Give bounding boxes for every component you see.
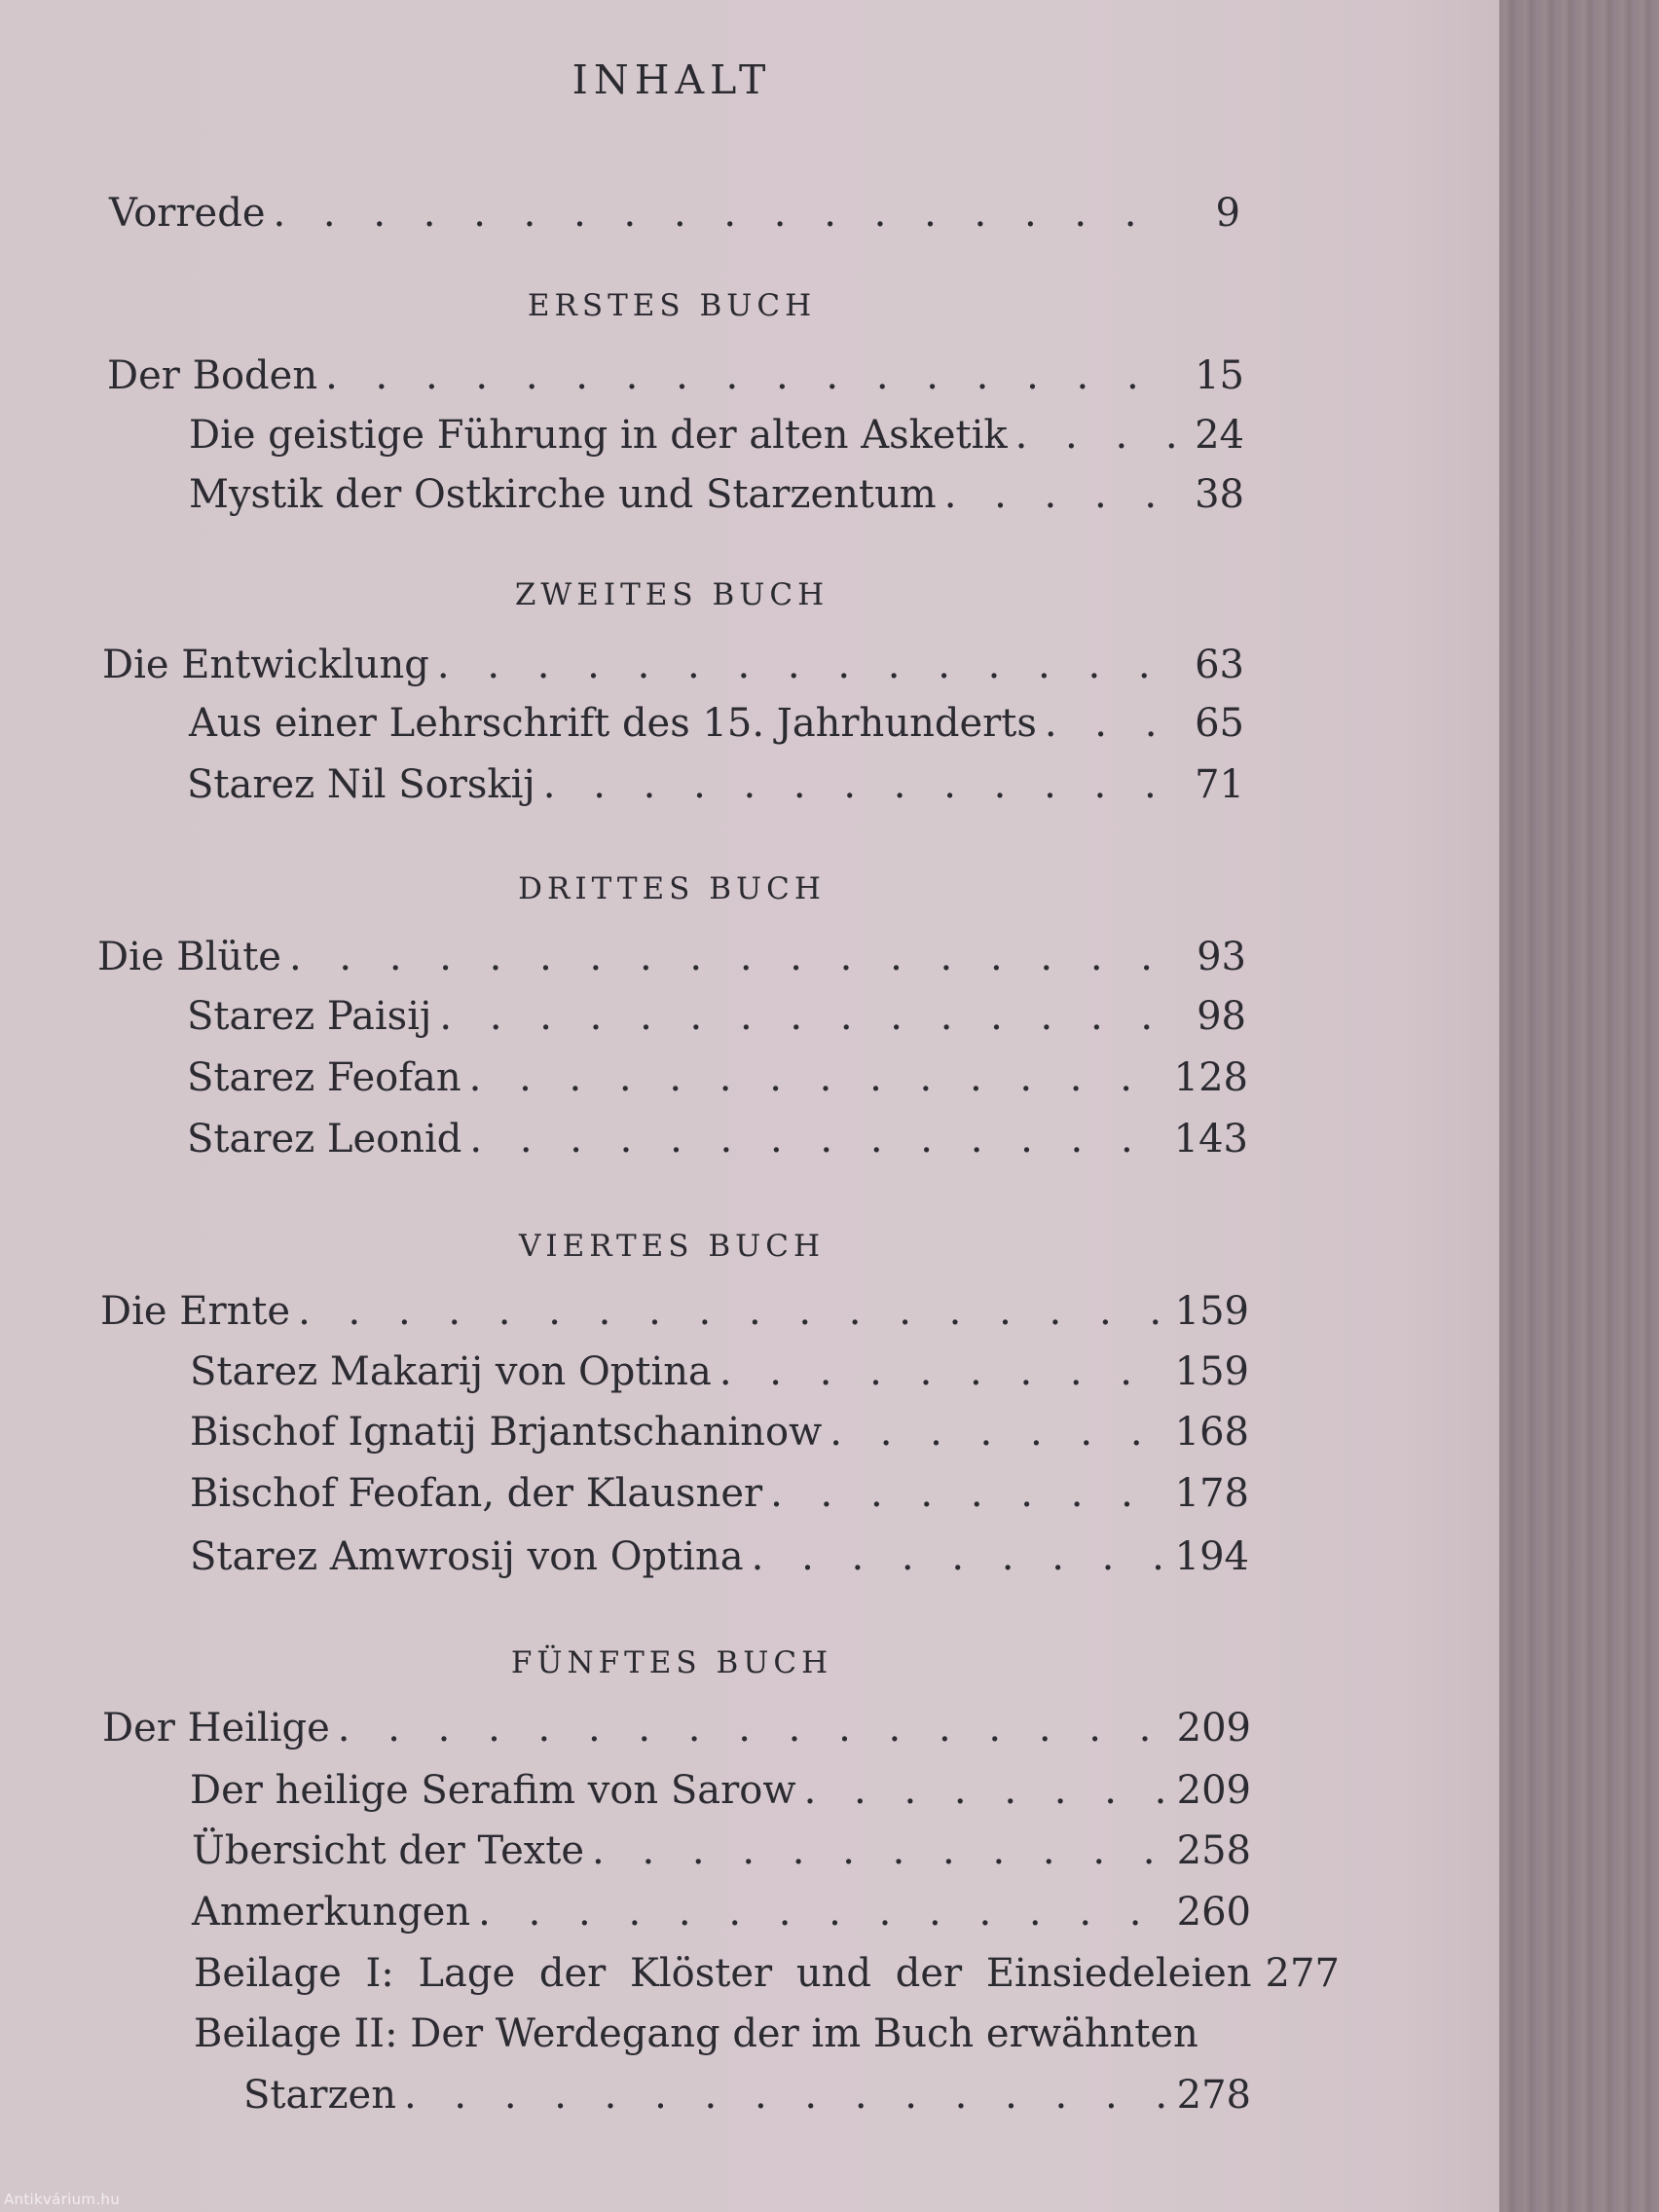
leader-dots [543,760,1180,809]
toc-entry [192,1826,1251,1875]
toc-entry-page: 9 [1215,191,1240,236]
leader-dots [719,1347,1169,1396]
toc-entry-page: 209 [1176,1706,1251,1751]
toc-entry-page: 260 [1176,1890,1251,1935]
toc-entry-label: Starez Nil Sorskij [187,762,535,807]
book-heading-5: FÜNFTES BUCH [510,1645,833,1680]
leader-dots [592,1826,1171,1875]
toc-entry-page: 209 [1176,1768,1251,1813]
toc-entry-page: 65 [1195,701,1244,746]
toc-entry [189,470,1244,519]
leader-dots [804,1766,1171,1815]
toc-entry-page: 143 [1173,1117,1248,1161]
toc-entry [187,992,1246,1041]
toc-entry-label: Der Boden [107,353,318,398]
toc-entry-page: 194 [1174,1534,1249,1579]
toc-entry-label: Die Entwicklung [102,643,429,687]
toc-entry-page: 159 [1174,1289,1249,1334]
toc-entry-page: 15 [1195,353,1244,398]
toc-entry-label: Anmerkungen [192,1890,471,1935]
toc-entry-page: 71 [1195,762,1244,807]
toc-entry-label: Aus einer Lehrschrift des 15. Jahrhunderts [189,701,1037,746]
toc-entry [190,1347,1249,1396]
toc-entry-label: Mystik der Ostkirche und Starzentum [189,472,937,517]
toc-entry-label: Starzen [243,2073,396,2118]
toc-entry-label: Übersicht der Texte [192,1828,585,1873]
toc-entry-label: Die Blüte [97,935,281,979]
toc-entry-preface [109,189,1240,238]
book-heading-3: DRITTES BUCH [518,871,826,906]
background-surface [1499,0,1659,2212]
toc-entry [102,641,1244,689]
toc-entry-label: Die Ernte [100,1289,291,1334]
toc-entry [100,1287,1249,1336]
leader-dots [1045,699,1180,748]
toc-entry-page: 159 [1174,1349,1249,1394]
toc-entry [190,1766,1251,1815]
toc-entry-page: 98 [1197,994,1246,1039]
toc-entry [187,1053,1248,1102]
leader-dots [770,1469,1169,1518]
leader-dots [1015,411,1180,460]
leader-dots [274,189,1177,238]
book-heading-2: ZWEITES BUCH [514,577,830,612]
toc-entry [243,2071,1251,2120]
toc-entry [187,1115,1248,1163]
leader-dots [439,992,1182,1041]
toc-entry [187,760,1244,809]
toc-entry [190,1532,1249,1581]
toc-entry [194,2009,1251,2058]
leader-dots [404,2071,1171,2120]
toc-entry-label: Starez Amwrosij von Optina [190,1534,744,1579]
toc-entry [192,1888,1251,1936]
watermark: Antikvárium.hu [4,2191,121,2208]
toc-entry [194,1949,1340,1998]
toc-entry-page: 277 [1265,1951,1340,1996]
toc-entry-label: Starez Makarij von Optina [190,1349,712,1394]
book-heading-1: ERSTES BUCH [527,288,817,323]
leader-dots [298,1287,1169,1336]
toc-entry-page: 24 [1195,413,1244,458]
toc-entry [190,1469,1249,1518]
toc-entry-page: 63 [1195,643,1244,687]
toc-entry [102,1704,1251,1752]
toc-entry-page: 128 [1173,1055,1248,1100]
leader-dots [469,1053,1168,1102]
contents-title: INHALT [571,56,772,103]
toc-entry-page: 178 [1174,1471,1249,1516]
toc-entry-label: Bischof Feofan, der Klausner [190,1471,763,1516]
leader-dots [944,470,1180,519]
toc-entry-page: 278 [1176,2073,1251,2118]
toc-entry-page: 258 [1176,1828,1251,1873]
leader-dots [830,1408,1168,1456]
toc-entry-label: Starez Paisij [187,994,432,1039]
toc-entry [97,933,1246,981]
toc-entry-page: 168 [1174,1410,1249,1455]
toc-entry [107,351,1244,400]
leader-dots [325,351,1180,400]
toc-entry-label: Der heilige Serafim von Sarow [190,1768,796,1813]
toc-entry-label: Vorrede [109,191,266,236]
toc-entry-label: Beilage II: Der Werdegang der im Buch erwähnten [194,2011,1198,2056]
toc-entry-label: Starez Feofan [187,1055,461,1100]
book-heading-4: VIERTES BUCH [518,1229,826,1264]
leader-dots [289,933,1182,981]
toc-entry [189,699,1244,748]
toc-entry-page: 93 [1197,935,1246,979]
leader-dots [469,1115,1167,1163]
leader-dots [437,641,1180,689]
toc-entry-label: Beilage I: Lage der Klöster und der Einsiedeleien [194,1951,1252,1996]
toc-entry-label: Die geistige Führung in der alten Asketik [189,413,1008,458]
toc-entry-label: Bischof Ignatij Brjantschaninow [190,1410,823,1455]
toc-entry [189,411,1244,460]
leader-dots [752,1532,1169,1581]
toc-entry-page: 38 [1195,472,1244,517]
toc-entry [190,1408,1249,1456]
toc-entry-label: Der Heilige [102,1706,330,1751]
leader-dots [478,1888,1170,1936]
leader-dots [338,1704,1171,1752]
toc-entry-label: Starez Leonid [187,1117,462,1161]
